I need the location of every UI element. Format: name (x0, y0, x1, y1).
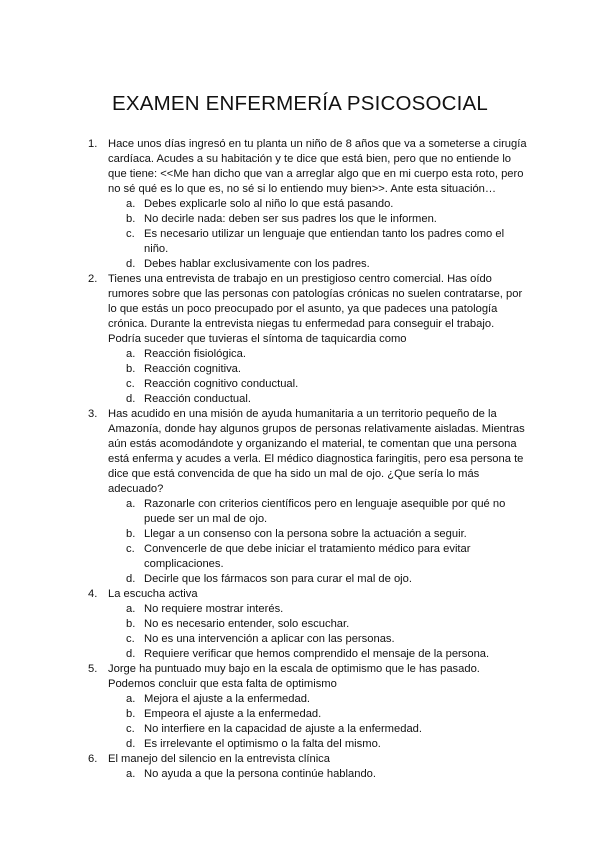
option-item (108, 347, 528, 362)
question-text: Hace unos días ingresó en tu planta un niño de 8 años que va a someterse a cirugía cardíaca. Acudes a su habitación y te dice que está bien, pero que no entiende lo que tiene: <<Me han dicho que van a arreglar algo que en mi cuerpo esta roto, pero no sé qué es lo que es, no sé si lo entiendo muy bien>>. Ante esta situación… (108, 138, 527, 195)
option-letter: d. (126, 573, 136, 585)
option-text: Es irrelevante el optimismo o la falta del mismo. (144, 738, 381, 750)
option-item (108, 602, 528, 617)
option-letter: b. (126, 213, 136, 225)
option-item (108, 692, 528, 707)
option-list (108, 347, 528, 407)
option-letter: a. (126, 603, 136, 615)
option-text: Convencerle de que debe iniciar el tratamiento médico para evitar complicaciones. (144, 543, 471, 570)
option-item (108, 707, 528, 722)
option-letter: c. (126, 723, 135, 735)
question-item (88, 752, 528, 782)
option-list (108, 692, 528, 752)
option-letter: a. (126, 768, 136, 780)
question-text: El manejo del silencio en la entrevista clínica (108, 753, 331, 765)
option-item (108, 722, 528, 737)
option-item (108, 392, 528, 407)
question-item (88, 272, 528, 407)
option-text: Decirle que los fármacos son para curar el mal de ojo. (144, 573, 413, 585)
option-letter: a. (126, 198, 136, 210)
option-text: Mejora el ajuste a la enfermedad. (144, 693, 311, 705)
option-text: Requiere verificar que hemos comprendido el mensaje de la persona. (144, 648, 490, 660)
option-list (108, 767, 528, 782)
question-text: Has acudido en una misión de ayuda humanitaria a un territorio pequeño de la Amazonía, donde hay algunos grupos de personas relativamente aisladas. Mientras aún estás acomodándote y organizando el material, te comentan que una persona está enferma y acudes a verla. El médico diagnostica faringitis, pero esa persona te dice que está convencida de que ha sido un mal de ojo. ¿Que sería lo más adecuado? (108, 408, 525, 495)
question-number: 1. (88, 138, 98, 150)
question-text: La escucha activa (108, 588, 198, 600)
option-letter: b. (126, 528, 136, 540)
option-text: No decirle nada: deben ser sus padres los que le informen. (144, 213, 437, 225)
question-number: 5. (88, 663, 98, 675)
option-list (108, 497, 528, 587)
question-number: 3. (88, 408, 98, 420)
question-item (88, 407, 528, 587)
option-letter: a. (126, 693, 136, 705)
question-text: Tienes una entrevista de trabajo en un prestigioso centro comercial. Has oído rumores sobre que las personas con patologías crónicas no suelen contratarse, por lo que estás un poco preocupado por el asunto, ya que padeces una patología crónica. Durante la entrevista niegas tu enfermedad para conseguir el trabajo. Podría suceder que tuvieras el síntoma de taquicardia como (108, 273, 523, 345)
option-text: Llegar a un consenso con la persona sobre la actuación a seguir. (144, 528, 467, 540)
option-text: Es necesario utilizar un lenguaje que entiendan tanto los padres como el niño. (144, 228, 505, 255)
option-letter: c. (126, 228, 135, 240)
option-text: Reacción cognitiva. (144, 363, 242, 375)
question-item (88, 137, 528, 272)
option-list (108, 602, 528, 662)
question-number: 4. (88, 588, 98, 600)
option-item (108, 542, 528, 572)
option-text: Razonarle con criterios científicos pero en lenguaje asequible por qué no puede ser un mal de ojo. (144, 498, 506, 525)
option-item (108, 647, 528, 662)
option-text: No es necesario entender, solo escuchar. (144, 618, 350, 630)
option-item (108, 632, 528, 647)
option-letter: d. (126, 738, 136, 750)
option-text: Empeora el ajuste a la enfermedad. (144, 708, 322, 720)
option-item (108, 527, 528, 542)
option-letter: b. (126, 618, 136, 630)
question-number: 6. (88, 753, 98, 765)
option-text: No ayuda a que la persona continúe hablando. (144, 768, 377, 780)
option-item (108, 377, 528, 392)
option-item (108, 737, 528, 752)
option-item (108, 497, 528, 527)
question-list (88, 137, 528, 782)
option-letter: c. (126, 378, 135, 390)
option-item (108, 227, 528, 257)
option-text: Reacción conductual. (144, 393, 251, 405)
option-letter: d. (126, 648, 136, 660)
option-item (108, 572, 528, 587)
option-text: No es una intervención a aplicar con las personas. (144, 633, 395, 645)
option-letter: a. (126, 348, 136, 360)
question-text: Jorge ha puntuado muy bajo en la escala de optimismo que le has pasado. Podemos concluir que esta falta de optimismo (108, 663, 480, 690)
option-item (108, 767, 528, 782)
option-letter: a. (126, 498, 136, 510)
question-item (88, 662, 528, 752)
option-text: Debes explicarle solo al niño lo que está pasando. (144, 198, 394, 210)
option-item (108, 617, 528, 632)
option-list (108, 197, 528, 272)
question-item (88, 587, 528, 662)
option-letter: c. (126, 543, 135, 555)
option-letter: b. (126, 363, 136, 375)
option-letter: b. (126, 708, 136, 720)
option-text: Debes hablar exclusivamente con los padres. (144, 258, 370, 270)
option-letter: d. (126, 393, 136, 405)
option-item (108, 257, 528, 272)
option-text: Reacción fisiológica. (144, 348, 246, 360)
option-item (108, 212, 528, 227)
option-text: No requiere mostrar interés. (144, 603, 284, 615)
option-letter: c. (126, 633, 135, 645)
option-text: No interfiere en la capacidad de ajuste a la enfermedad. (144, 723, 422, 735)
option-item (108, 362, 528, 377)
option-item (108, 197, 528, 212)
option-text: Reacción cognitivo conductual. (144, 378, 299, 390)
option-letter: d. (126, 258, 136, 270)
page-title: EXAMEN ENFERMERÍA PSICOSOCIAL (111, 92, 489, 115)
question-number: 2. (88, 273, 98, 285)
